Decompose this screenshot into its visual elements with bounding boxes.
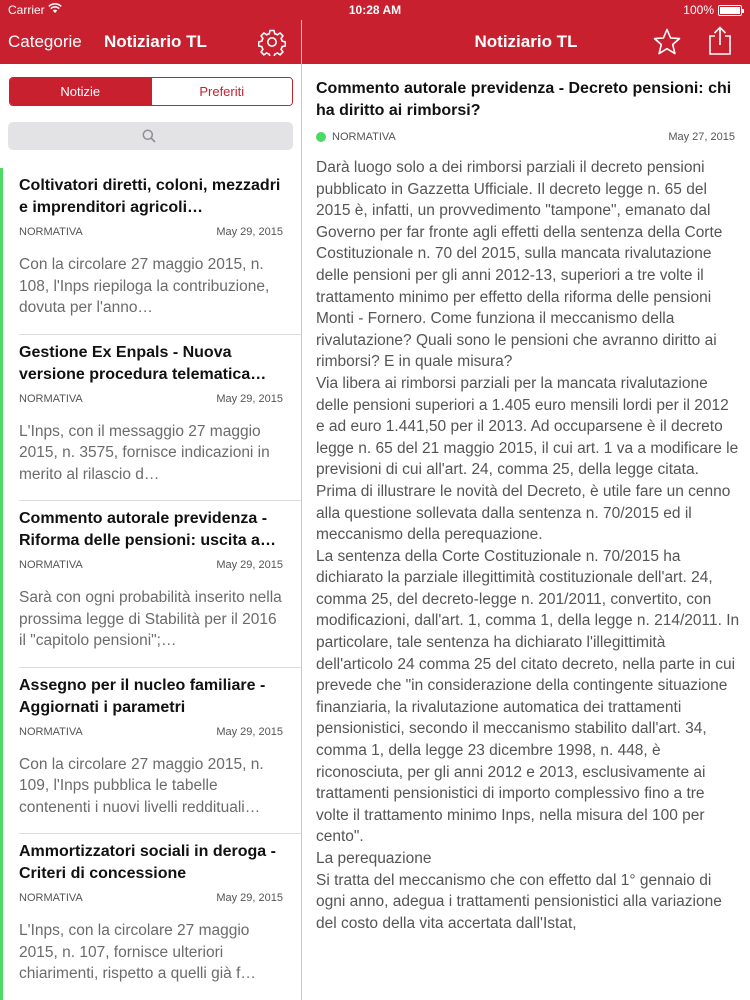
- item-snippet: L'Inps, con il messaggio 27 maggio 2015, n. 3575, fornisce indicazioni in merito al rilascio d…: [19, 422, 270, 483]
- item-category: NORMATIVA: [19, 892, 83, 904]
- news-list-pane: [0, 64, 301, 1000]
- item-snippet: L'Inps, con la circolare 27 maggio 2015, n. 107, fornisce ulteriori chiarimenti, rispetto a quelli già f…: [19, 922, 256, 982]
- item-meta: [19, 559, 283, 571]
- item-title: Gestione Ex Enpals - Nuova versione procedura telematica…: [19, 343, 267, 383]
- article-title: Commento autorale previdenza - Decreto pensioni: chi ha diritto ai rimborsi?: [316, 80, 732, 119]
- item-title: Coltivatori diretti, coloni, mezzadri e imprenditori agricoli…: [19, 177, 281, 216]
- star-icon[interactable]: [652, 27, 682, 57]
- item-date: May 29, 2015: [216, 559, 283, 571]
- right-nav-bar: [302, 20, 750, 64]
- clock: 10:28 AM: [348, 3, 402, 17]
- right-nav-title: Notiziario TL: [474, 32, 578, 51]
- item-meta: [19, 226, 283, 238]
- share-icon[interactable]: [707, 26, 733, 56]
- item-category: NORMATIVA: [19, 559, 83, 571]
- top-bar: [0, 0, 750, 64]
- list-item[interactable]: [0, 335, 301, 502]
- carrier-label: Carrier: [8, 3, 45, 17]
- item-category: NORMATIVA: [19, 226, 83, 238]
- item-category: NORMATIVA: [19, 725, 83, 738]
- category-dot-icon: [316, 132, 326, 142]
- item-title: Ammortizzatori sociali in deroga - Criteri di concessione: [19, 843, 276, 882]
- tab-news[interactable]: Notizie: [10, 78, 151, 105]
- item-date: May 29, 2015: [216, 392, 283, 405]
- item-meta: [19, 726, 283, 738]
- list-item[interactable]: [0, 834, 301, 1000]
- list-item[interactable]: [0, 668, 301, 835]
- item-title: Assegno per il nucleo familiare - Aggiornati i parametri: [19, 676, 266, 716]
- article-date: May 27, 2015: [668, 131, 735, 143]
- item-snippet: Sarà con ogni probabilità inserito nella prossima legge di Stabilità per il 2016 il "capitolo pensioni";…: [19, 589, 282, 649]
- article-body: Darà luogo solo a dei rimborsi parziali il decreto pensioni pubblicato in Gazzetta Ufficiale. Il decreto legge n. 65 del 2015 è, infatti, un provvedimento "tampone", emanato dal Governo per far fronte agli effetti della sentenza della Corte Costituzionale n. 70 del 2015, sulla mancata rivalutazione delle pensioni per gli anni 2012-13, superiori a tre volte il trattamento minimo per effetto della riforma delle pensioni Monti - Fornero. Come funziona il meccanismo della rivalutazione? Quali sono le pensioni che avranno diritto ai rimborsi? E in quale misura? Via libera ai rimborsi parziali per la mancata rivalutazione delle pensioni superiori a 1.405 euro mensili lordi per il 2012 e ad euro 1.441,50 per il 2013. Ad occuparsene è il decreto legge n. 65 del 21 maggio 2015, il cui art. 1 va a modificare le previsioni di cui all'art. 24, comma 25, della legge citata. Prima di illustrare le novità del Decreto, è utile fare un cenno alla questione sollevata dalla sentenza n. 70/2015 ed il meccanismo della perequazione. La sentenza della Corte Costituzionale n. 70/2015 ha dichiarato la parziale illegittimità costituzionale dell'art. 24, comma 25, del decreto-legge n. 201/2011, convertito, con modificazioni, dall'art. 1, comma 1, della legge n. 214/2011. In particolare, tale sentenza ha dichiarato l'illegittimità dell'articolo 24 comma 25 del citato decreto, nella parte in cui prevede che "in considerazione della contingente situazione finanziaria, la rivalutazione automatica dei trattamenti pensionistici, secondo il meccanismo stabilito dall'art. 34, comma 1, della legge 23 dicembre 1998, n. 448, è riconosciuta, per gli anni 2012 e 2013, esclusivamente ai trattamenti pensionistici di importo complessivo fino a tre volte il trattamento minimo Inps, nella misura del 100 per cento". La perequazione Si tratta del meccanismo che con effetto dal 1° gennaio di ogni anno, adegua i trattamenti pensionistici alla variazione del costo della vita accertata dall'Istat,: [316, 159, 740, 932]
- item-snippet: Con la circolare 27 maggio 2015, n. 108, l'Inps riepiloga la contribuzione, dovuta per l'anno…: [19, 256, 270, 316]
- battery-icon: [718, 5, 742, 16]
- item-meta: [19, 393, 283, 405]
- left-nav-bar: [0, 20, 301, 64]
- item-snippet: Con la circolare 27 maggio 2015, n. 109, l'Inps pubblica le tabelle contenenti i nuovi livelli reddituali…: [19, 755, 264, 816]
- tab-favorites[interactable]: Preferiti: [151, 78, 293, 105]
- item-meta: [19, 892, 283, 904]
- list-item[interactable]: [0, 168, 301, 335]
- news-list: [0, 168, 301, 1000]
- categories-button[interactable]: Categorie: [8, 32, 82, 51]
- segmented-control: [9, 77, 293, 106]
- list-item[interactable]: [0, 501, 301, 668]
- search-input[interactable]: [8, 122, 293, 150]
- status-bar: [0, 0, 750, 20]
- left-nav-title: Notiziario TL: [104, 32, 207, 51]
- item-date: May 29, 2015: [216, 892, 283, 904]
- article-category: NORMATIVA: [332, 131, 396, 143]
- article-detail-pane: [302, 64, 750, 1000]
- item-date: May 29, 2015: [216, 725, 283, 738]
- gear-icon[interactable]: [258, 28, 286, 56]
- search-icon: [142, 129, 156, 143]
- battery-percent: 100%: [683, 3, 714, 17]
- item-date: May 29, 2015: [216, 226, 283, 238]
- item-title: Commento autorale previdenza - Riforma delle pensioni: uscita a…: [19, 510, 276, 549]
- item-category: NORMATIVA: [19, 392, 83, 405]
